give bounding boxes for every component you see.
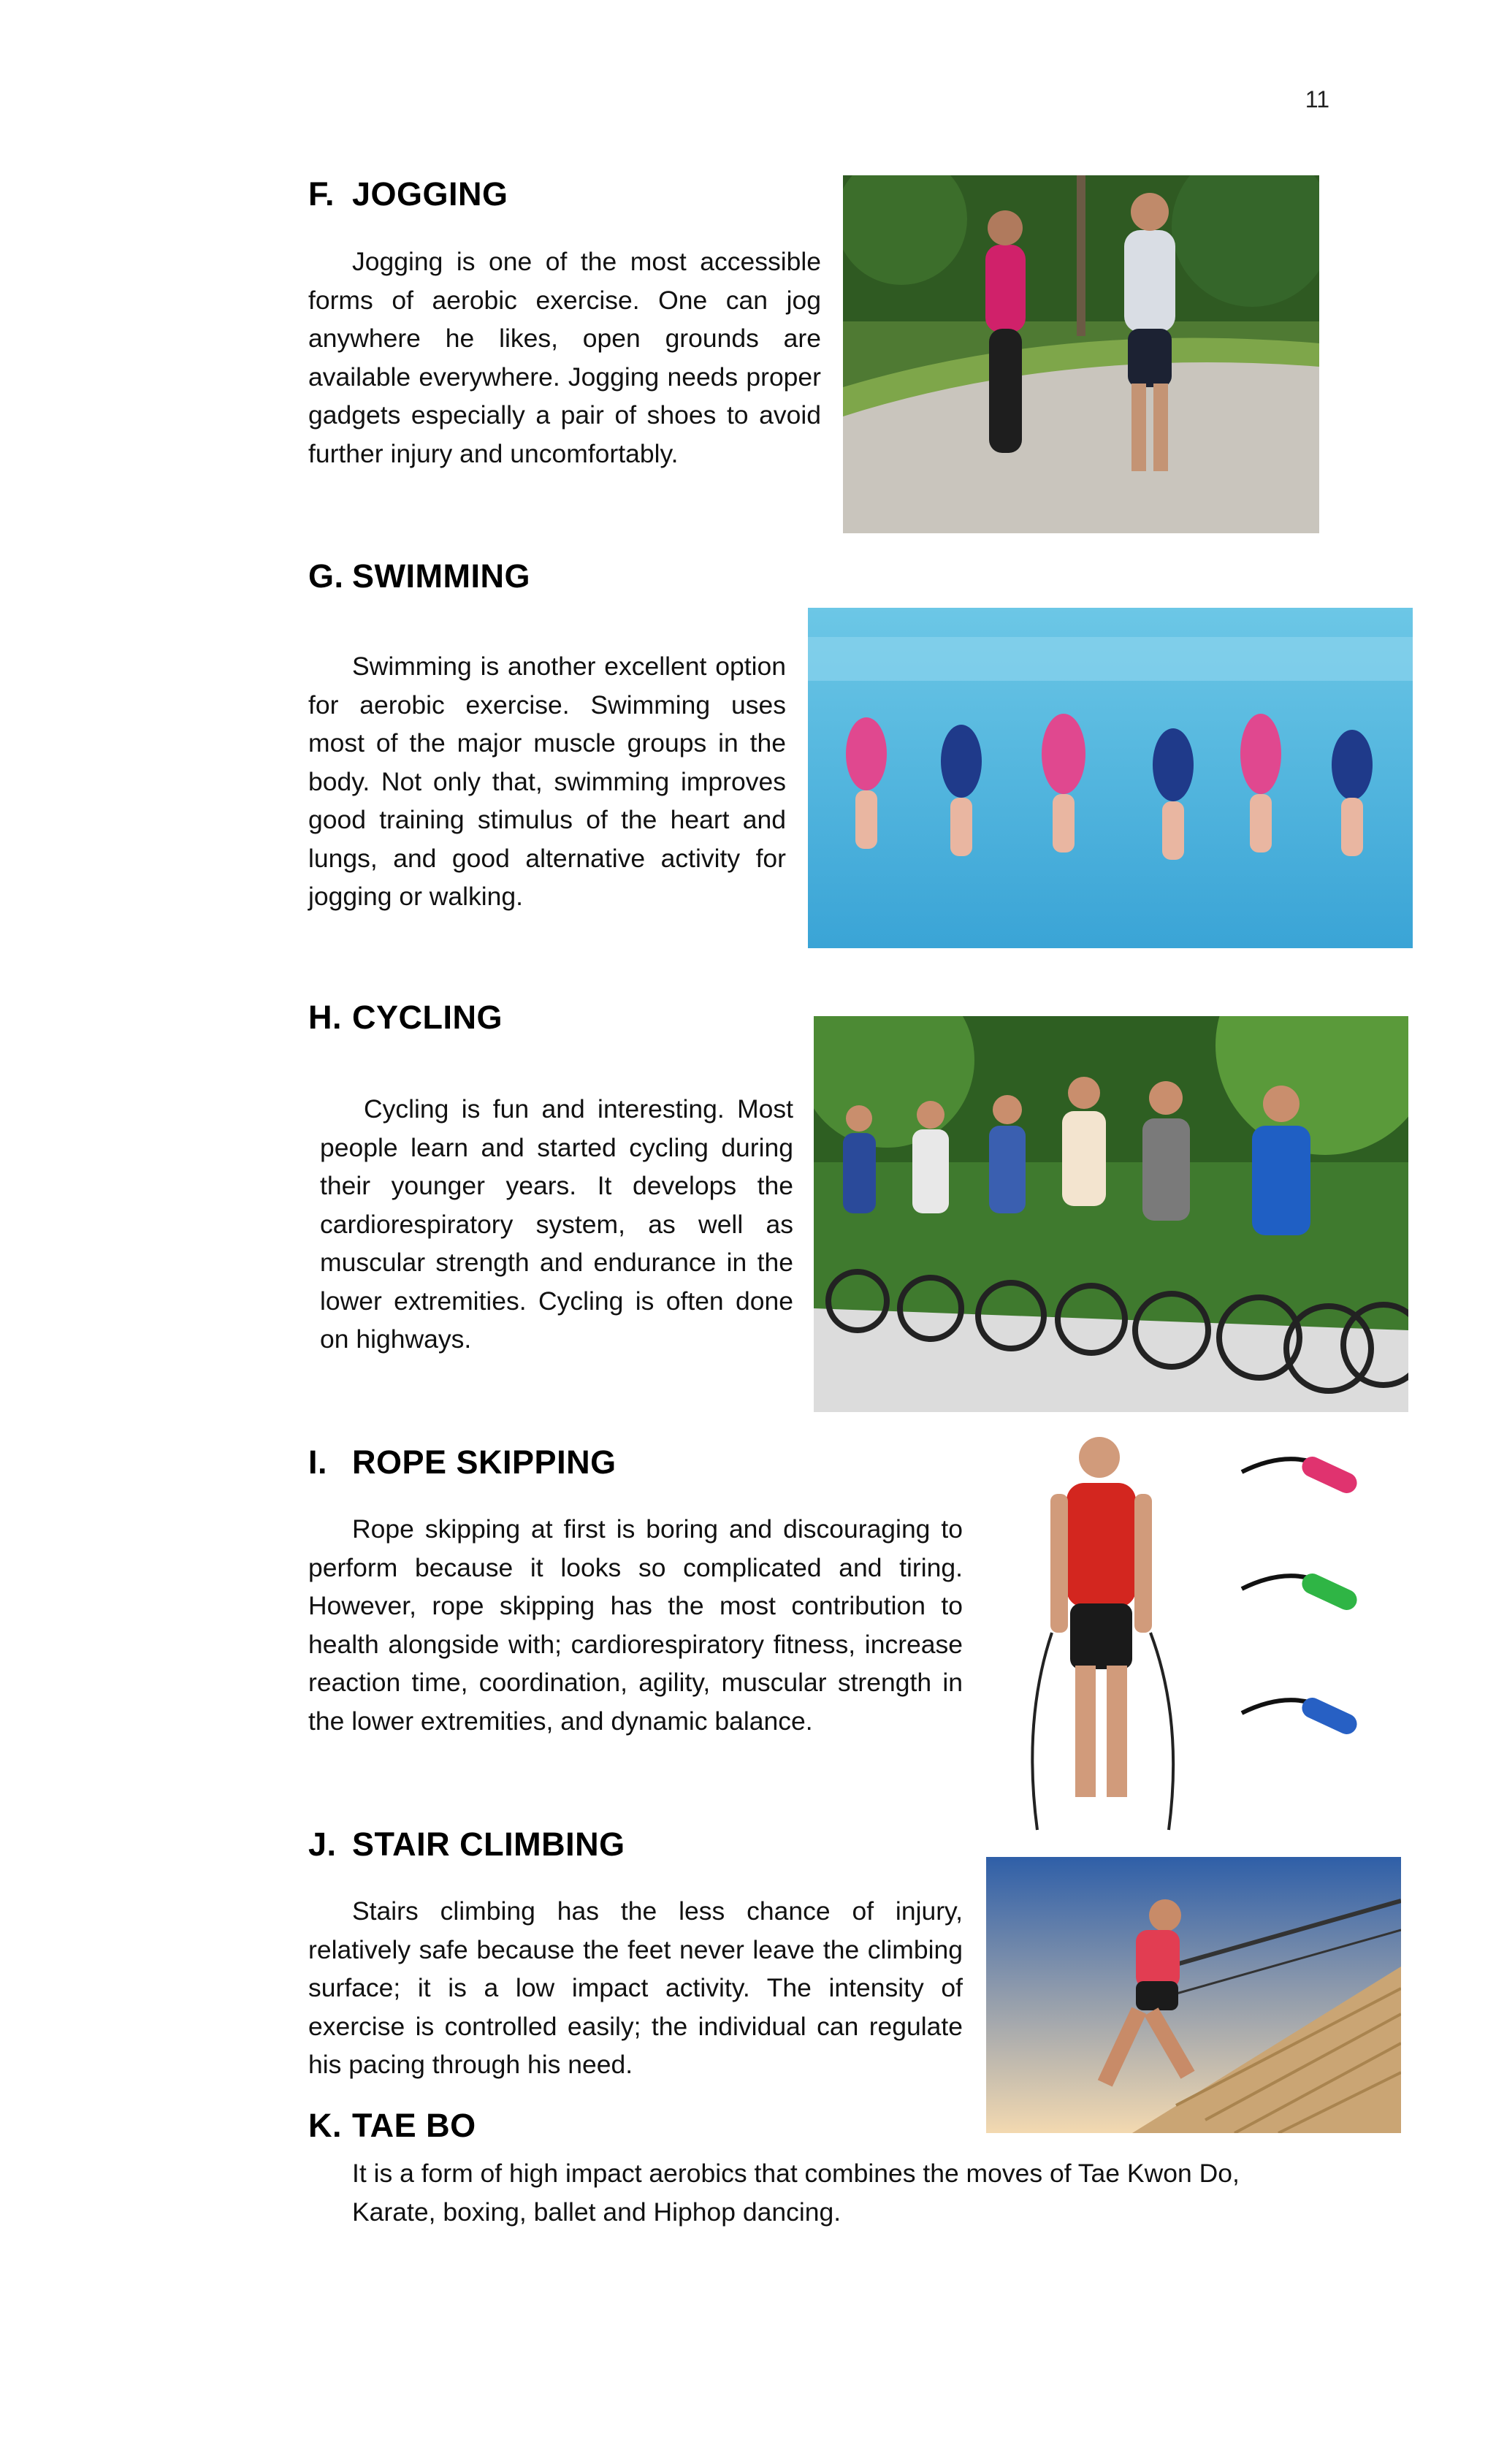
heading-swimming	[308, 557, 530, 595]
paragraph-swimming	[308, 647, 786, 916]
jogging-photo	[843, 175, 1319, 533]
paragraph-line: Karate, boxing, ballet and Hiphop dancing.	[352, 2197, 842, 2227]
heading-letter: F.	[308, 175, 335, 213]
paragraph-text: Jogging is one of the most accessible forms of aerobic exercise. One can jog anywhere he likes, open grounds are available everywhere. Jogging needs proper gadgets especially a pair of shoes to avoid further injury and uncomfortably.	[308, 247, 821, 468]
heading-tae-bo	[308, 2107, 476, 2145]
heading-title: CYCLING	[352, 999, 503, 1036]
paragraph-text: Rope skipping at first is boring and discouraging to perform because it looks so complicated and tiring. However, rope skipping has the most contribution to health alongside with; cardiorespiratory fitness, increase reaction time, coordination, agility, muscular strength in the lower extremities, and dynamic balance.	[308, 1514, 963, 1736]
paragraph-jogging	[308, 243, 821, 473]
heading-letter: K.	[308, 2107, 342, 2144]
heading-stair-climbing	[308, 1826, 625, 1864]
heading-title: SWIMMING	[352, 557, 530, 595]
paragraph-stair-climbing	[308, 1892, 963, 2084]
heading-title: STAIR CLIMBING	[352, 1826, 625, 1863]
heading-title: JOGGING	[352, 175, 508, 213]
heading-letter: I.	[308, 1443, 328, 1481]
heading-cycling	[308, 999, 503, 1037]
paragraph-text: Stairs climbing has the less chance of injury, relatively safe because the feet never leave the climbing surface; it is a low impact activity. The intensity of exercise is controlled easily; the individual can regulate his pacing through his need.	[308, 1896, 963, 2079]
paragraph-text: Cycling is fun and interesting. Most people learn and started cycling during their younger years. It develops the cardiorespiratory system, as well as muscular strength and endurance in the lower extremities. Cycling is often done on highways.	[320, 1094, 793, 1354]
heading-rope-skipping	[308, 1443, 617, 1481]
paragraph-cycling	[320, 1090, 793, 1359]
heading-letter: G.	[308, 557, 344, 595]
stair-climbing-photo	[986, 1857, 1401, 2133]
paragraph-rope-skipping	[308, 1510, 963, 1740]
rope-skipping-photo	[993, 1428, 1381, 1837]
page-number: 11	[1305, 86, 1329, 112]
paragraph-line: It is a form of high impact aerobics that combines the moves of Tae Kwon Do,	[352, 2159, 1240, 2188]
paragraph-tae-bo	[352, 2154, 1375, 2231]
heading-letter: J.	[308, 1826, 337, 1863]
paragraph-text: Swimming is another excellent option for aerobic exercise. Swimming uses most of the major muscle groups in the body. Not only that, swimming improves good training stimulus of the heart and lungs, and good alternative activity for jogging or walking.	[308, 652, 786, 911]
heading-title: ROPE SKIPPING	[352, 1443, 617, 1481]
heading-letter: H.	[308, 999, 342, 1036]
heading-jogging	[308, 175, 508, 213]
swimming-photo	[808, 608, 1413, 948]
cycling-photo	[814, 1016, 1408, 1412]
heading-title: TAE BO	[352, 2107, 476, 2144]
